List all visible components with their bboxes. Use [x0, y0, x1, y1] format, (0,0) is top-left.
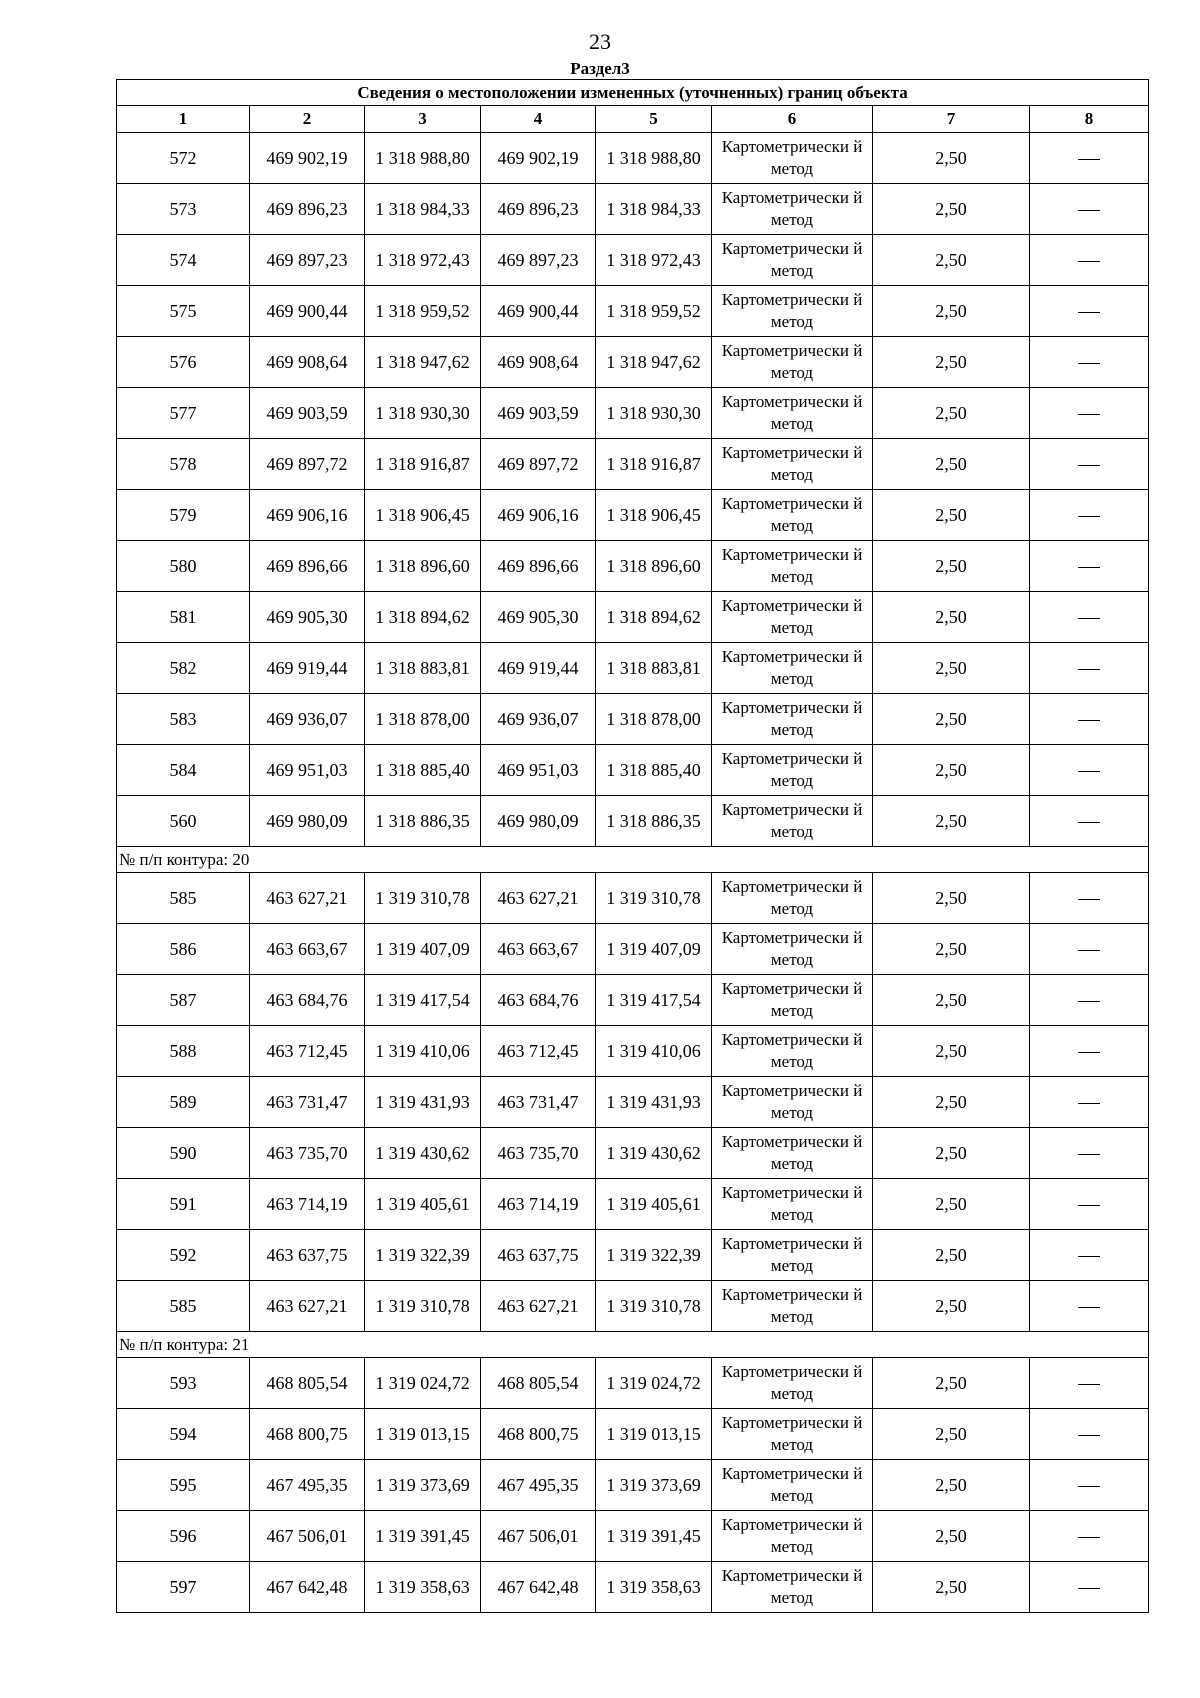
description-cell: [1030, 1281, 1149, 1332]
point-number-cell: 584: [117, 745, 250, 796]
x-existing-cell: 467 506,01: [250, 1511, 365, 1562]
x-existing-cell: 468 800,75: [250, 1409, 365, 1460]
point-number-cell: 585: [117, 1281, 250, 1332]
y-existing-cell: 1 319 373,69: [365, 1460, 481, 1511]
accuracy-cell: 2,50: [873, 541, 1030, 592]
y-new-cell: 1 318 959,52: [596, 286, 712, 337]
table-caption: Сведения о местоположении измененных (уточненных) границ объекта: [117, 80, 1149, 106]
x-new-cell: 469 897,23: [481, 235, 596, 286]
table-row: [117, 1511, 1149, 1562]
method-cell: Картометрически й метод: [712, 184, 873, 235]
table-row: [117, 975, 1149, 1026]
accuracy-cell: 2,50: [873, 1562, 1030, 1613]
x-existing-cell: 469 900,44: [250, 286, 365, 337]
accuracy-cell: 2,50: [873, 439, 1030, 490]
x-new-cell: 467 506,01: [481, 1511, 596, 1562]
y-new-cell: 1 318 947,62: [596, 337, 712, 388]
dash-mark: [1078, 1256, 1100, 1257]
point-number-cell: 583: [117, 694, 250, 745]
accuracy-cell: 2,50: [873, 337, 1030, 388]
dash-mark: [1078, 414, 1100, 415]
method-cell: Картометрически й метод: [712, 924, 873, 975]
method-cell: Картометрически й метод: [712, 1460, 873, 1511]
description-cell: [1030, 286, 1149, 337]
accuracy-cell: 2,50: [873, 286, 1030, 337]
x-existing-cell: 463 731,47: [250, 1077, 365, 1128]
column-header: 6: [712, 106, 873, 133]
dash-mark: [1078, 516, 1100, 517]
x-new-cell: 463 663,67: [481, 924, 596, 975]
y-existing-cell: 1 318 906,45: [365, 490, 481, 541]
point-number-cell: 582: [117, 643, 250, 694]
description-cell: [1030, 388, 1149, 439]
y-existing-cell: 1 319 410,06: [365, 1026, 481, 1077]
y-new-cell: 1 318 885,40: [596, 745, 712, 796]
point-number-cell: 577: [117, 388, 250, 439]
table-row: [117, 745, 1149, 796]
x-existing-cell: 469 919,44: [250, 643, 365, 694]
x-new-cell: 463 731,47: [481, 1077, 596, 1128]
method-cell: Картометрически й метод: [712, 541, 873, 592]
y-new-cell: 1 318 878,00: [596, 694, 712, 745]
x-new-cell: 468 800,75: [481, 1409, 596, 1460]
method-cell: Картометрически й метод: [712, 1281, 873, 1332]
accuracy-cell: 2,50: [873, 1179, 1030, 1230]
y-new-cell: 1 319 417,54: [596, 975, 712, 1026]
x-new-cell: 463 627,21: [481, 873, 596, 924]
point-number-cell: 579: [117, 490, 250, 541]
method-cell: Картометрически й метод: [712, 694, 873, 745]
column-header: 7: [873, 106, 1030, 133]
accuracy-cell: 2,50: [873, 975, 1030, 1026]
accuracy-cell: 2,50: [873, 388, 1030, 439]
y-new-cell: 1 318 930,30: [596, 388, 712, 439]
method-cell: Картометрически й метод: [712, 643, 873, 694]
description-cell: [1030, 1026, 1149, 1077]
y-existing-cell: 1 319 417,54: [365, 975, 481, 1026]
x-new-cell: 467 642,48: [481, 1562, 596, 1613]
y-existing-cell: 1 319 407,09: [365, 924, 481, 975]
y-existing-cell: 1 319 391,45: [365, 1511, 481, 1562]
dash-mark: [1078, 1001, 1100, 1002]
table-row: [117, 924, 1149, 975]
point-number-cell: 560: [117, 796, 250, 847]
accuracy-cell: 2,50: [873, 643, 1030, 694]
column-header: 4: [481, 106, 596, 133]
table-row: [117, 592, 1149, 643]
column-header: 2: [250, 106, 365, 133]
x-new-cell: 469 905,30: [481, 592, 596, 643]
description-cell: [1030, 643, 1149, 694]
dash-mark: [1078, 720, 1100, 721]
method-cell: Картометрически й метод: [712, 1358, 873, 1409]
accuracy-cell: 2,50: [873, 1230, 1030, 1281]
accuracy-cell: 2,50: [873, 184, 1030, 235]
x-existing-cell: 469 951,03: [250, 745, 365, 796]
y-new-cell: 1 319 310,78: [596, 1281, 712, 1332]
table-row: [117, 1026, 1149, 1077]
y-new-cell: 1 319 373,69: [596, 1460, 712, 1511]
y-existing-cell: 1 318 930,30: [365, 388, 481, 439]
table-row: [117, 1230, 1149, 1281]
point-number-cell: 592: [117, 1230, 250, 1281]
method-cell: Картометрически й метод: [712, 1409, 873, 1460]
point-number-cell: 574: [117, 235, 250, 286]
dash-mark: [1078, 618, 1100, 619]
y-new-cell: 1 318 916,87: [596, 439, 712, 490]
x-existing-cell: 463 714,19: [250, 1179, 365, 1230]
table-row: [117, 337, 1149, 388]
x-existing-cell: 467 495,35: [250, 1460, 365, 1511]
description-cell: [1030, 337, 1149, 388]
y-new-cell: 1 319 322,39: [596, 1230, 712, 1281]
x-existing-cell: 469 897,23: [250, 235, 365, 286]
accuracy-cell: 2,50: [873, 1026, 1030, 1077]
column-header: 3: [365, 106, 481, 133]
y-existing-cell: 1 318 886,35: [365, 796, 481, 847]
x-new-cell: 469 906,16: [481, 490, 596, 541]
y-existing-cell: 1 319 358,63: [365, 1562, 481, 1613]
method-cell: Картометрически й метод: [712, 796, 873, 847]
y-new-cell: 1 318 984,33: [596, 184, 712, 235]
point-number-cell: 597: [117, 1562, 250, 1613]
dash-mark: [1078, 312, 1100, 313]
x-existing-cell: 469 896,23: [250, 184, 365, 235]
table-row: [117, 235, 1149, 286]
x-new-cell: 469 902,19: [481, 133, 596, 184]
contour-row: [117, 847, 1149, 873]
dash-mark: [1078, 261, 1100, 262]
table-row: [117, 796, 1149, 847]
dash-mark: [1078, 1588, 1100, 1589]
y-existing-cell: 1 319 322,39: [365, 1230, 481, 1281]
x-existing-cell: 463 627,21: [250, 1281, 365, 1332]
y-new-cell: 1 319 310,78: [596, 873, 712, 924]
boundary-coordinates-table: [116, 79, 1149, 1613]
table-row: [117, 286, 1149, 337]
table-body: [117, 133, 1149, 1613]
column-header-row: [117, 106, 1149, 133]
table-row: [117, 1128, 1149, 1179]
y-new-cell: 1 318 883,81: [596, 643, 712, 694]
description-cell: [1030, 694, 1149, 745]
x-new-cell: 469 897,72: [481, 439, 596, 490]
y-new-cell: 1 319 410,06: [596, 1026, 712, 1077]
y-new-cell: 1 319 431,93: [596, 1077, 712, 1128]
point-number-cell: 586: [117, 924, 250, 975]
accuracy-cell: 2,50: [873, 1281, 1030, 1332]
y-new-cell: 1 319 391,45: [596, 1511, 712, 1562]
table-row: [117, 1409, 1149, 1460]
y-existing-cell: 1 318 883,81: [365, 643, 481, 694]
description-cell: [1030, 1460, 1149, 1511]
dash-mark: [1078, 567, 1100, 568]
y-existing-cell: 1 319 310,78: [365, 873, 481, 924]
x-new-cell: 463 637,75: [481, 1230, 596, 1281]
dash-mark: [1078, 1052, 1100, 1053]
point-number-cell: 591: [117, 1179, 250, 1230]
point-number-cell: 593: [117, 1358, 250, 1409]
y-new-cell: 1 319 430,62: [596, 1128, 712, 1179]
contour-row: [117, 1332, 1149, 1358]
method-cell: Картометрически й метод: [712, 873, 873, 924]
table-row: [117, 1281, 1149, 1332]
description-cell: [1030, 184, 1149, 235]
table-row: [117, 1358, 1149, 1409]
x-new-cell: 469 936,07: [481, 694, 596, 745]
dash-mark: [1078, 1537, 1100, 1538]
accuracy-cell: 2,50: [873, 1460, 1030, 1511]
description-cell: [1030, 592, 1149, 643]
column-header: 5: [596, 106, 712, 133]
table-row: [117, 1562, 1149, 1613]
x-existing-cell: 469 980,09: [250, 796, 365, 847]
y-new-cell: 1 319 407,09: [596, 924, 712, 975]
method-cell: Картометрически й метод: [712, 133, 873, 184]
method-cell: Картометрически й метод: [712, 1179, 873, 1230]
description-cell: [1030, 924, 1149, 975]
accuracy-cell: 2,50: [873, 1409, 1030, 1460]
method-cell: Картометрически й метод: [712, 337, 873, 388]
accuracy-cell: 2,50: [873, 1511, 1030, 1562]
contour-label: № п/п контура: 21: [117, 1332, 1149, 1358]
page-number: 23: [589, 29, 611, 54]
description-cell: [1030, 796, 1149, 847]
x-existing-cell: 463 735,70: [250, 1128, 365, 1179]
table-row: [117, 133, 1149, 184]
method-cell: Картометрически й метод: [712, 235, 873, 286]
method-cell: Картометрически й метод: [712, 388, 873, 439]
y-existing-cell: 1 319 024,72: [365, 1358, 481, 1409]
x-existing-cell: 463 627,21: [250, 873, 365, 924]
x-new-cell: 469 919,44: [481, 643, 596, 694]
y-existing-cell: 1 318 916,87: [365, 439, 481, 490]
description-cell: [1030, 541, 1149, 592]
y-existing-cell: 1 318 894,62: [365, 592, 481, 643]
dash-mark: [1078, 669, 1100, 670]
dash-mark: [1078, 1307, 1100, 1308]
description-cell: [1030, 1179, 1149, 1230]
description-cell: [1030, 975, 1149, 1026]
x-existing-cell: 469 905,30: [250, 592, 365, 643]
accuracy-cell: 2,50: [873, 796, 1030, 847]
accuracy-cell: 2,50: [873, 873, 1030, 924]
x-existing-cell: 467 642,48: [250, 1562, 365, 1613]
table-row: [117, 643, 1149, 694]
method-cell: Картометрически й метод: [712, 439, 873, 490]
accuracy-cell: 2,50: [873, 745, 1030, 796]
table-row: [117, 1077, 1149, 1128]
contour-label: № п/п контура: 20: [117, 847, 1149, 873]
description-cell: [1030, 1409, 1149, 1460]
description-cell: [1030, 1358, 1149, 1409]
y-existing-cell: 1 319 013,15: [365, 1409, 481, 1460]
point-number-cell: 588: [117, 1026, 250, 1077]
point-number-cell: 595: [117, 1460, 250, 1511]
x-new-cell: 467 495,35: [481, 1460, 596, 1511]
dash-mark: [1078, 1435, 1100, 1436]
method-cell: Картометрически й метод: [712, 1230, 873, 1281]
table-row: [117, 694, 1149, 745]
x-new-cell: 469 896,23: [481, 184, 596, 235]
description-cell: [1030, 1077, 1149, 1128]
dash-mark: [1078, 159, 1100, 160]
y-existing-cell: 1 318 988,80: [365, 133, 481, 184]
x-existing-cell: 469 897,72: [250, 439, 365, 490]
x-new-cell: 469 903,59: [481, 388, 596, 439]
dash-mark: [1078, 1384, 1100, 1385]
dash-mark: [1078, 1154, 1100, 1155]
method-cell: Картометрически й метод: [712, 1511, 873, 1562]
x-new-cell: 469 951,03: [481, 745, 596, 796]
dash-mark: [1078, 950, 1100, 951]
point-number-cell: 587: [117, 975, 250, 1026]
x-existing-cell: 469 936,07: [250, 694, 365, 745]
section-title: Раздел3: [570, 59, 630, 78]
table-row: [117, 388, 1149, 439]
accuracy-cell: 2,50: [873, 1128, 1030, 1179]
x-new-cell: 463 714,19: [481, 1179, 596, 1230]
y-existing-cell: 1 318 885,40: [365, 745, 481, 796]
description-cell: [1030, 745, 1149, 796]
y-new-cell: 1 319 024,72: [596, 1358, 712, 1409]
method-cell: Картометрически й метод: [712, 1077, 873, 1128]
dash-mark: [1078, 465, 1100, 466]
table-row: [117, 1460, 1149, 1511]
point-number-cell: 573: [117, 184, 250, 235]
y-new-cell: 1 319 358,63: [596, 1562, 712, 1613]
description-cell: [1030, 133, 1149, 184]
method-cell: Картометрически й метод: [712, 490, 873, 541]
y-existing-cell: 1 318 947,62: [365, 337, 481, 388]
x-new-cell: 463 627,21: [481, 1281, 596, 1332]
description-cell: [1030, 1128, 1149, 1179]
y-new-cell: 1 318 894,62: [596, 592, 712, 643]
accuracy-cell: 2,50: [873, 1077, 1030, 1128]
y-existing-cell: 1 318 896,60: [365, 541, 481, 592]
method-cell: Картометрически й метод: [712, 1562, 873, 1613]
x-existing-cell: 469 903,59: [250, 388, 365, 439]
dash-mark: [1078, 1205, 1100, 1206]
y-existing-cell: 1 319 430,62: [365, 1128, 481, 1179]
x-new-cell: 463 735,70: [481, 1128, 596, 1179]
x-existing-cell: 469 908,64: [250, 337, 365, 388]
dash-mark: [1078, 822, 1100, 823]
x-new-cell: 463 712,45: [481, 1026, 596, 1077]
point-number-cell: 576: [117, 337, 250, 388]
x-existing-cell: 463 712,45: [250, 1026, 365, 1077]
method-cell: Картометрически й метод: [712, 286, 873, 337]
y-existing-cell: 1 319 405,61: [365, 1179, 481, 1230]
y-new-cell: 1 318 988,80: [596, 133, 712, 184]
y-new-cell: 1 318 906,45: [596, 490, 712, 541]
x-new-cell: 463 684,76: [481, 975, 596, 1026]
description-cell: [1030, 1230, 1149, 1281]
table-row: [117, 541, 1149, 592]
dash-mark: [1078, 771, 1100, 772]
x-new-cell: 469 980,09: [481, 796, 596, 847]
y-new-cell: 1 319 013,15: [596, 1409, 712, 1460]
y-existing-cell: 1 319 310,78: [365, 1281, 481, 1332]
accuracy-cell: 2,50: [873, 924, 1030, 975]
dash-mark: [1078, 899, 1100, 900]
y-existing-cell: 1 318 878,00: [365, 694, 481, 745]
x-new-cell: 469 908,64: [481, 337, 596, 388]
point-number-cell: 581: [117, 592, 250, 643]
method-cell: Картометрически й метод: [712, 1026, 873, 1077]
accuracy-cell: 2,50: [873, 235, 1030, 286]
accuracy-cell: 2,50: [873, 133, 1030, 184]
x-new-cell: 468 805,54: [481, 1358, 596, 1409]
point-number-cell: 589: [117, 1077, 250, 1128]
column-header: 1: [117, 106, 250, 133]
point-number-cell: 575: [117, 286, 250, 337]
method-cell: Картометрически й метод: [712, 1128, 873, 1179]
description-cell: [1030, 1562, 1149, 1613]
dash-mark: [1078, 363, 1100, 364]
description-cell: [1030, 1511, 1149, 1562]
method-cell: Картометрически й метод: [712, 592, 873, 643]
table-row: [117, 184, 1149, 235]
description-cell: [1030, 490, 1149, 541]
table-row: [117, 1179, 1149, 1230]
x-existing-cell: 468 805,54: [250, 1358, 365, 1409]
point-number-cell: 580: [117, 541, 250, 592]
method-cell: Картометрически й метод: [712, 745, 873, 796]
dash-mark: [1078, 1103, 1100, 1104]
y-new-cell: 1 319 405,61: [596, 1179, 712, 1230]
x-existing-cell: 463 684,76: [250, 975, 365, 1026]
x-new-cell: 469 900,44: [481, 286, 596, 337]
y-existing-cell: 1 318 972,43: [365, 235, 481, 286]
y-existing-cell: 1 318 984,33: [365, 184, 481, 235]
y-existing-cell: 1 319 431,93: [365, 1077, 481, 1128]
method-cell: Картометрически й метод: [712, 975, 873, 1026]
x-existing-cell: 469 902,19: [250, 133, 365, 184]
point-number-cell: 590: [117, 1128, 250, 1179]
point-number-cell: 596: [117, 1511, 250, 1562]
description-cell: [1030, 873, 1149, 924]
y-existing-cell: 1 318 959,52: [365, 286, 481, 337]
y-new-cell: 1 318 886,35: [596, 796, 712, 847]
column-header: 8: [1030, 106, 1149, 133]
x-existing-cell: 463 637,75: [250, 1230, 365, 1281]
dash-mark: [1078, 210, 1100, 211]
accuracy-cell: 2,50: [873, 1358, 1030, 1409]
point-number-cell: 578: [117, 439, 250, 490]
x-existing-cell: 469 896,66: [250, 541, 365, 592]
x-existing-cell: 469 906,16: [250, 490, 365, 541]
description-cell: [1030, 235, 1149, 286]
x-new-cell: 469 896,66: [481, 541, 596, 592]
accuracy-cell: 2,50: [873, 592, 1030, 643]
accuracy-cell: 2,50: [873, 490, 1030, 541]
y-new-cell: 1 318 896,60: [596, 541, 712, 592]
y-new-cell: 1 318 972,43: [596, 235, 712, 286]
x-existing-cell: 463 663,67: [250, 924, 365, 975]
description-cell: [1030, 439, 1149, 490]
point-number-cell: 594: [117, 1409, 250, 1460]
table-row: [117, 873, 1149, 924]
point-number-cell: 572: [117, 133, 250, 184]
dash-mark: [1078, 1486, 1100, 1487]
table-row: [117, 439, 1149, 490]
table-row: [117, 490, 1149, 541]
point-number-cell: 585: [117, 873, 250, 924]
accuracy-cell: 2,50: [873, 694, 1030, 745]
